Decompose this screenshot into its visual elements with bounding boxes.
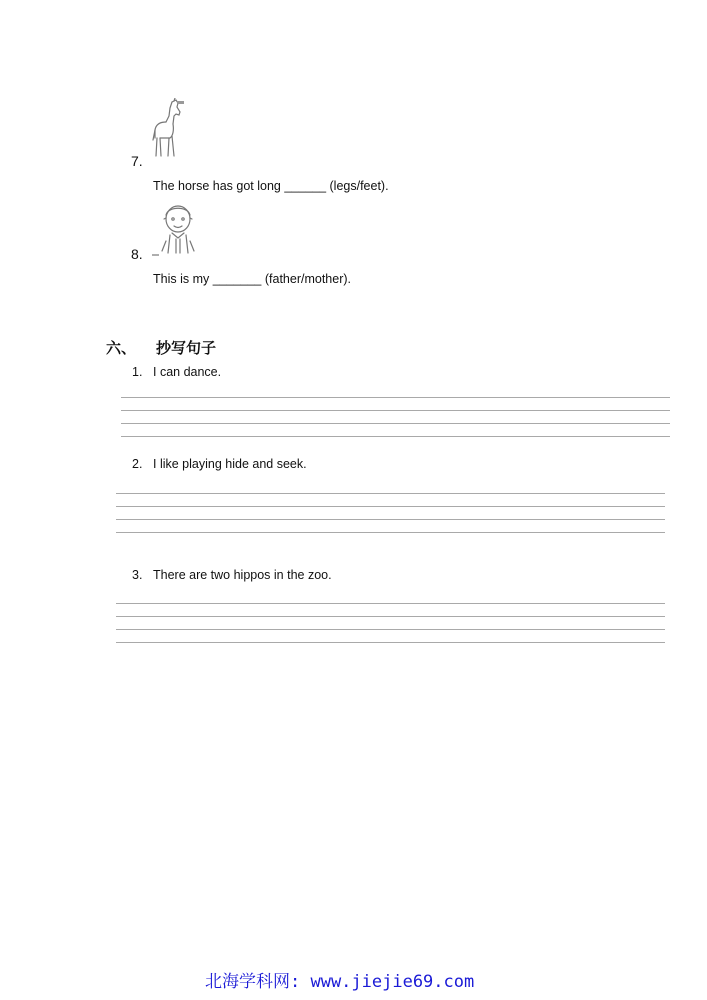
writing-line xyxy=(116,616,665,617)
copy-item-sentence: I can dance. xyxy=(153,365,222,379)
copy-item-number: 2. xyxy=(132,457,143,471)
horse-picture xyxy=(150,98,190,164)
footer-watermark: 北海学科网: www.jiejie69.com xyxy=(205,972,475,992)
writing-line xyxy=(121,410,670,411)
question-number: 7. xyxy=(131,153,143,169)
copy-item-number: 3. xyxy=(132,568,143,582)
writing-line xyxy=(116,519,665,520)
question-number: 8. xyxy=(131,246,143,262)
copy-item-sentence: I like playing hide and seek. xyxy=(153,457,307,471)
writing-line xyxy=(121,397,670,398)
writing-line xyxy=(116,506,665,507)
boy-picture xyxy=(150,203,206,257)
section-title: 抄写句子 xyxy=(156,339,217,357)
writing-line xyxy=(116,603,665,604)
writing-line xyxy=(116,493,665,494)
question-sentence: This is my _______ (father/mother). xyxy=(153,272,351,286)
copy-item-sentence: There are two hippos in the zoo. xyxy=(153,568,332,582)
section-number: 六、 xyxy=(106,339,137,357)
writing-line xyxy=(116,642,665,643)
writing-line xyxy=(121,436,670,437)
writing-line xyxy=(121,423,670,424)
writing-line xyxy=(116,532,665,533)
copy-item-number: 1. xyxy=(132,365,143,379)
question-sentence: The horse has got long ______ (legs/feet). xyxy=(153,179,389,193)
writing-line xyxy=(116,629,665,630)
